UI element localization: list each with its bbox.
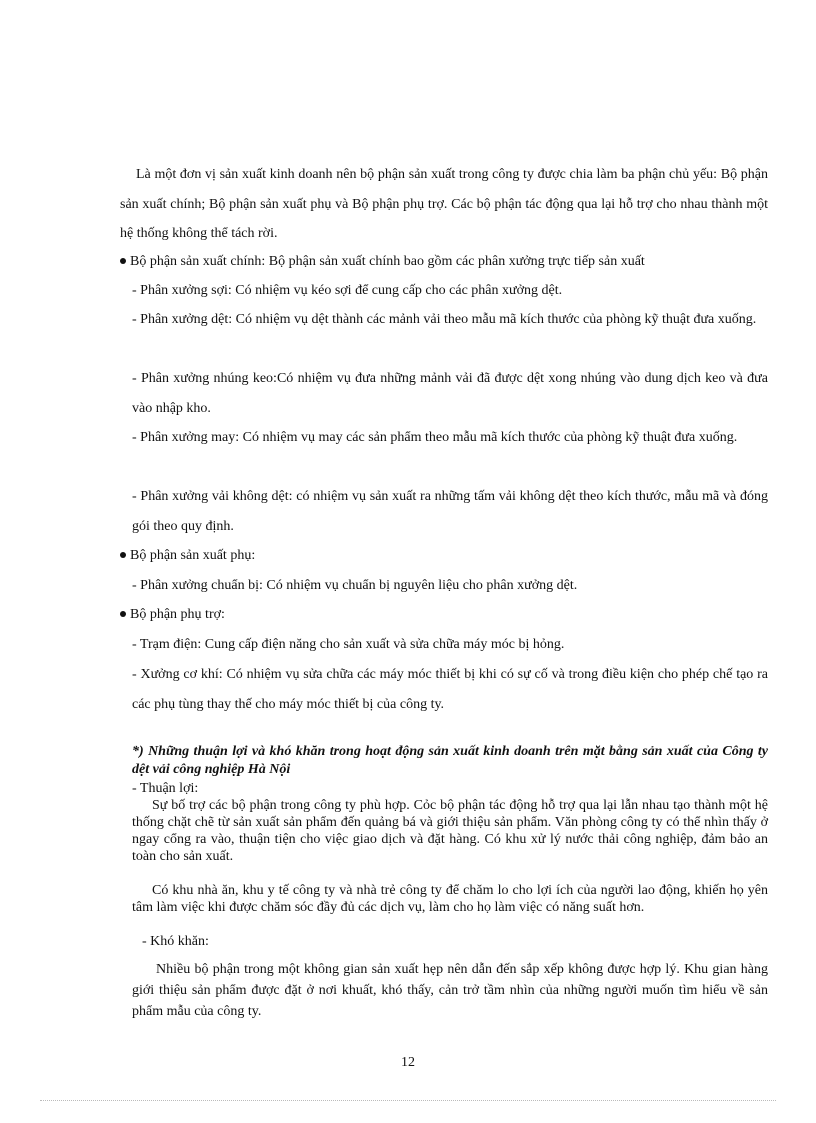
bullet-icon [120,611,126,617]
bullet-icon [120,552,126,558]
disadvantages-label: - Khó khăn: [142,934,209,949]
nonwoven-item: - Phân xưởng vải không dệt: có nhiệm vụ sản xuất ra những tấm vải không dệt theo kích thước, mẫu mã và đóng gói theo quy định. [132,489,768,534]
support-part-bullet [120,605,768,625]
disadvantages-paragraph: Nhiều bộ phận trong một không gian sản xuất hẹp nên dẫn đến sắp xếp không được hợp lý. Khu gian hàng giới thiệu sản phẩm được đặt ở nơi khuất, khó thấy, cản trở tầm nhìn của những người muốn tìm hiểu về sản phẩm mẫu của công ty. [132,962,768,1019]
aux-part-text: Bộ phận sản xuất phụ: [130,548,256,563]
dipping-item: - Phân xưởng nhúng keo:Có nhiệm vụ đưa những mảnh vải đã được dệt xong nhúng vào dung dịch keo và đưa vào nhập kho. [132,371,768,416]
advantages-label: - Thuận lợi: [132,781,199,796]
page-number: 12 [401,1055,415,1070]
intro-paragraph: Là một đơn vị sản xuất kinh doanh nên bộ phận sản xuất trong công ty được chia làm ba phận chủ yếu: Bộ phận sản xuất chính; Bộ phận sản xuất phụ và Bộ phận phụ trợ. Các bộ phận tác động qua lại hỗ trợ cho nhau thành một hệ thống không thể tách rời. [120,167,768,241]
main-part-bullet [120,252,768,272]
sewing-item: - Phân xưởng may: Có nhiệm vụ may các sản phẩm theo mẫu mã kích thước của phòng kỹ thuật đưa xuống. [132,430,738,445]
spinning-item: - Phân xưởng sợi: Có nhiệm vụ kéo sợi để cung cấp cho các phân xưởng dệt. [132,283,563,298]
bullet-icon [120,258,126,264]
weaving-item: - Phân xưởng dệt: Có nhiệm vụ dệt thành các mảnh vải theo mẫu mã kích thước của phòng kỹ thuật đưa xuống. [132,312,757,327]
aux-part-bullet [120,546,768,566]
prep-item: - Phân xưởng chuẩn bị: Có nhiệm vụ chuẩn bị nguyên liệu cho phân xưởng dệt. [132,578,578,593]
section-heading: *) Những thuận lợi và khó khăn trong hoạt động sản xuất kinh doanh trên mặt bằng sản xuất của Công ty dệt vải công nghiệp Hà Nội [132,744,768,777]
power-item: - Trạm điện: Cung cấp điện năng cho sản xuất và sửa chữa máy móc bị hỏng. [132,637,565,652]
page-bottom-rule [40,1100,776,1101]
advantages-paragraph-2: Có khu nhà ăn, khu y tế công ty và nhà trẻ công ty để chăm lo cho lợi ích của người lao động, khiến họ yên tâm làm việc khi được chăm sóc đầy đủ các dịch vụ, làm cho họ làm việc có năng suất hơn. [132,883,768,915]
main-part-text: Bộ phận sản xuất chính: Bộ phận sản xuất chính bao gồm các phân xưởng trực tiếp sản xuất [130,254,645,269]
support-part-text: Bộ phận phụ trợ: [130,607,225,622]
mechanical-item: - Xưởng cơ khí: Có nhiệm vụ sửa chữa các máy móc thiết bị khi có sự cố và trong điều kiện cho phép chế tạo ra các phụ tùng thay thế cho máy móc thiết bị của công ty. [132,667,768,712]
advantages-paragraph-1: Sự bố trợ các bộ phận trong công ty phù hợp. Cỏc bộ phận tác động hỗ trợ qua lại lẫn nhau tạo thành một hệ thống chặt chẽ từ sản xuất sản phẩm đến quảng bá và giới thiệu sản phẩm. Văn phòng công ty có thể nhìn thấy ở ngay cổng ra vào, thuận tiện cho việc giao dịch và đặt hàng. Có khu xử lý nước thải công nghiệp, đảm bảo an toàn cho sản xuất. [132,798,768,864]
